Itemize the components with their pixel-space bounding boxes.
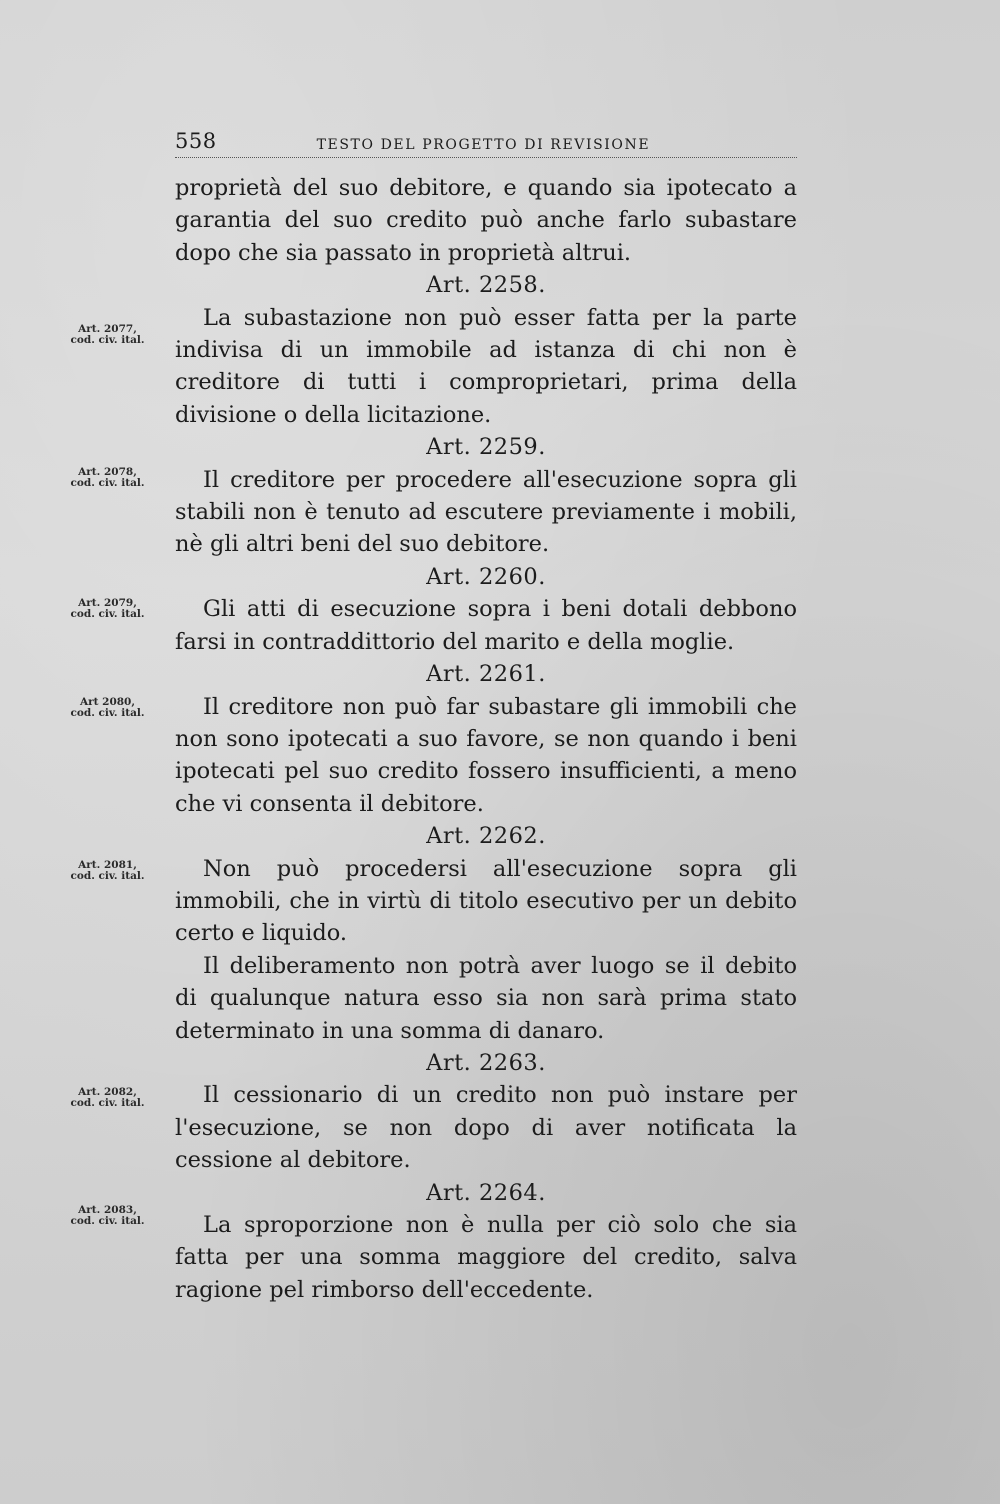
page-header: [175, 128, 797, 158]
margin-ref-article: Art. 2081,: [78, 859, 137, 871]
article-2258-title: Art. 2258.: [426, 272, 546, 299]
margin-ref-article: Art 2080,: [79, 696, 136, 708]
margin-ref-code: cod. civ. ital.: [70, 334, 145, 346]
body-text: [175, 172, 797, 1306]
article-2264-text: La sproporzione non è nulla per ciò solo che sia fatta per una somma maggiore del credito, salva ragione pel rimborso dell'eccedente.: [175, 1212, 797, 1303]
article-2262-title: Art. 2262.: [426, 823, 546, 850]
margin-ref-2081: [50, 860, 165, 882]
margin-ref-2078: [50, 467, 165, 489]
margin-ref-2079: [50, 598, 165, 620]
article-2262-text-2: Il deliberamento non potrà aver luogo se il debito di qualunque natura esso sia non sarà prima stato determinato in una somma di danaro.: [175, 952, 797, 1044]
article-2263-text: Il cessionario di un credito non può instare per l'esecuzione, se non dopo di aver notificata la cessione al debitore.: [175, 1082, 797, 1174]
margin-ref-article: Art. 2083,: [78, 1204, 137, 1216]
margin-ref-article: Art. 2077,: [78, 323, 137, 335]
margin-ref-code: cod. civ. ital.: [70, 707, 145, 719]
article-2262-text: Non può procedersi all'esecuzione sopra gli immobili, che in virtù di titolo esecutivo per un debito certo e liquido.: [175, 855, 797, 947]
article-2259-title: Art. 2259.: [426, 434, 546, 461]
margin-ref-2080: [50, 697, 165, 719]
margin-ref-code: cod. civ. ital.: [70, 608, 145, 620]
article-2258-text: La subastazione non può esser fatta per la parte indivisa di un immobile ad istanza di chi non è creditore di tutti i comproprietari, prima della divisione o della licitazione.: [175, 304, 797, 428]
running-head: TESTO DEL PROGETTO DI REVISIONE: [316, 137, 651, 153]
margin-ref-article: Art. 2078,: [78, 466, 137, 478]
article-2264-title: Art. 2264.: [426, 1179, 546, 1206]
margin-ref-code: cod. civ. ital.: [70, 1097, 145, 1109]
article-2261-title: Art. 2261.: [426, 661, 546, 688]
margin-ref-article: Art. 2082,: [78, 1086, 137, 1098]
article-2260-title: Art. 2260.: [426, 563, 546, 590]
intro-paragraph: proprietà del suo debitore, e quando sia ipotecato a garantia del suo credito può anche farlo subastare dopo che sia passato in proprietà altrui.: [175, 175, 797, 266]
article-2263-title: Art. 2263.: [426, 1049, 546, 1076]
margin-ref-code: cod. civ. ital.: [70, 1215, 145, 1227]
margin-ref-2082: [50, 1087, 165, 1109]
page-number: 558: [175, 129, 217, 153]
article-2260-text: Gli atti di esecuzione sopra i beni dotali debbono farsi in contraddittorio del marito e della moglie.: [175, 596, 797, 655]
margin-ref-article: Art. 2079,: [78, 597, 137, 609]
margin-ref-code: cod. civ. ital.: [70, 870, 145, 882]
article-2261-text: Il creditore non può far subastare gli immobili che non sono ipotecati a suo favore, se non quando i beni ipotecati pel suo credito fossero insufficienti, a meno che vi consenta il debitore.: [175, 693, 797, 817]
margin-ref-2077: [50, 324, 165, 346]
margin-ref-code: cod. civ. ital.: [70, 477, 145, 489]
margin-ref-2083: [50, 1205, 165, 1227]
article-2259-text: Il creditore per procedere all'esecuzione sopra gli stabili non è tenuto ad escutere previamente i mobili, nè gli altri beni del suo debitore.: [175, 466, 797, 558]
